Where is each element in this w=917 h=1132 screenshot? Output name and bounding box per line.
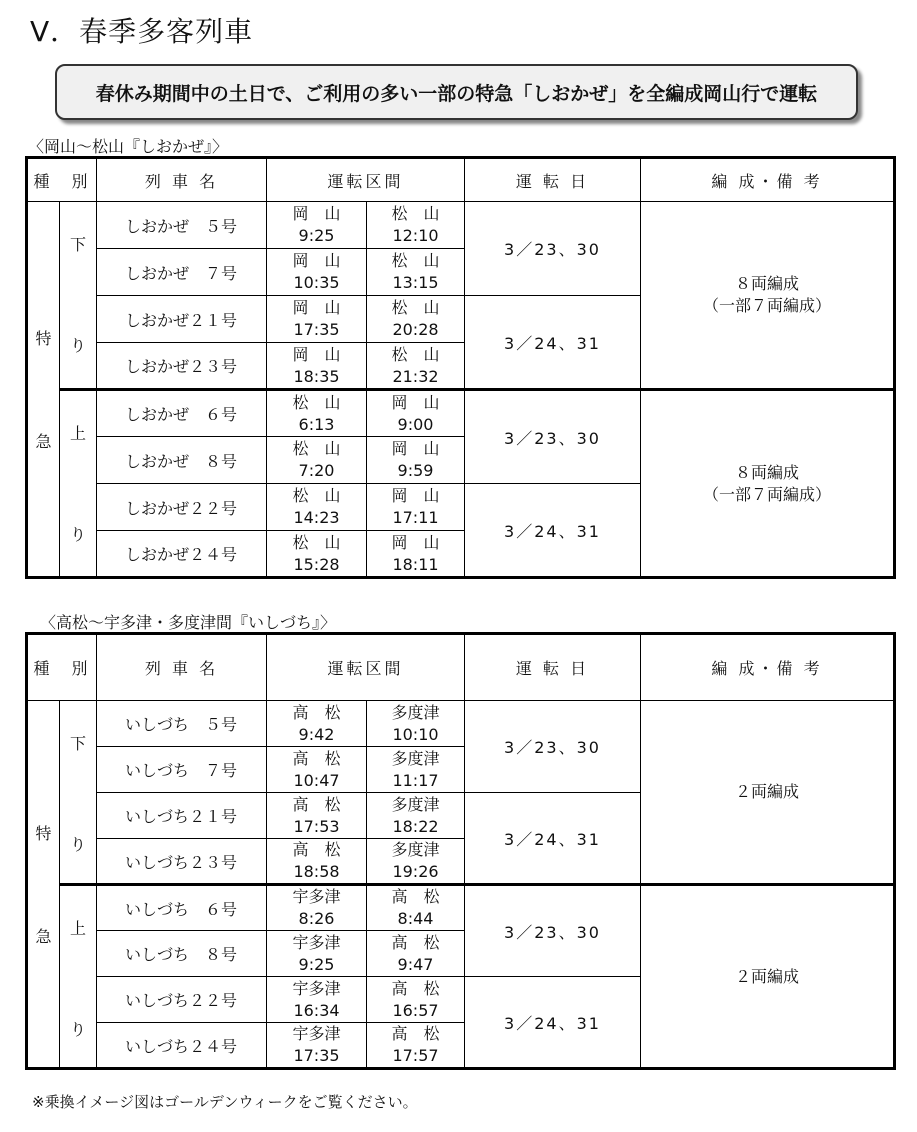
operation-days: 3／24、31 — [465, 296, 641, 390]
direction-bottom: り — [69, 1020, 86, 1039]
timetable-ishizuchi — [25, 632, 896, 1070]
train-name: いしづち ６号 — [97, 885, 267, 931]
direction-top: 下 — [69, 734, 86, 753]
direction-bottom: り — [69, 336, 86, 355]
arrival-cell — [367, 343, 465, 390]
arrival-time: 17:57 — [392, 1046, 439, 1065]
departure-station: 松 山 — [292, 439, 341, 458]
direction-up — [60, 885, 97, 1069]
arrival-time: 18:11 — [392, 554, 439, 574]
section-label-ishizuchi: 〈高松〜宇多津・多度津間『いしづち』〉 — [40, 613, 337, 632]
arrival-cell — [367, 747, 465, 793]
arrival-cell — [367, 202, 465, 249]
notice-banner: 春休み期間中の土日で、ご利用の多い一部の特急「しおかぜ」を全編成岡山行で運転 — [55, 64, 858, 120]
arrival-time: 18:22 — [392, 816, 439, 836]
arrival-time: 10:10 — [392, 724, 439, 744]
departure-station: 高 松 — [292, 702, 341, 722]
departure-time: 18:58 — [293, 862, 340, 881]
arrival-cell — [367, 390, 465, 437]
train-name: しおかぜ ７号 — [97, 249, 267, 296]
departure-station: 宇多津 — [292, 1024, 341, 1043]
footer-note: ※乗換イメージ図はゴールデンウィークをご覧ください。 — [32, 1093, 418, 1111]
departure-cell — [267, 343, 367, 390]
table-row — [27, 701, 895, 747]
formation-sub: （一部７両編成） — [702, 296, 831, 315]
departure-time: 9:42 — [298, 724, 335, 744]
train-type-cell — [27, 202, 60, 578]
arrival-cell — [367, 885, 465, 931]
departure-cell — [267, 296, 367, 343]
table-row — [27, 885, 895, 931]
arrival-time: 9:00 — [397, 414, 434, 434]
header-section: 運転区間 — [267, 158, 465, 202]
formation-note — [641, 390, 895, 578]
departure-time: 17:53 — [293, 816, 340, 836]
arrival-station: 多度津 — [391, 702, 440, 722]
direction-top: 上 — [69, 919, 86, 938]
departure-time: 16:34 — [293, 1000, 340, 1020]
operation-days: 3／23、30 — [465, 390, 641, 484]
direction-down — [60, 202, 97, 390]
formation-sub: （一部７両編成） — [702, 484, 831, 504]
header-days: 運 転 日 — [465, 634, 641, 701]
departure-time: 14:23 — [293, 508, 340, 527]
departure-station: 岡 山 — [292, 298, 341, 317]
header-train-name: 列 車 名 — [97, 158, 267, 202]
departure-cell — [267, 390, 367, 437]
arrival-station: 多度津 — [391, 840, 440, 859]
train-type-bottom: 急 — [35, 927, 52, 946]
arrival-time: 9:59 — [397, 461, 434, 480]
operation-days: 3／24、31 — [465, 977, 641, 1069]
departure-cell — [267, 1023, 367, 1069]
operation-days: 3／24、31 — [465, 484, 641, 578]
departure-station: 岡 山 — [292, 204, 341, 223]
arrival-time: 16:57 — [392, 1000, 439, 1020]
departure-station: 宇多津 — [292, 932, 341, 952]
arrival-station: 岡 山 — [391, 439, 440, 458]
train-type-bottom: 急 — [35, 432, 52, 451]
arrival-cell — [367, 1023, 465, 1069]
arrival-station: 多度津 — [391, 794, 440, 814]
train-name: しおかぜ ５号 — [97, 202, 267, 249]
arrival-cell — [367, 531, 465, 578]
train-name: いしづち２４号 — [97, 1023, 267, 1069]
train-type-top: 特 — [35, 329, 52, 348]
arrival-cell — [367, 249, 465, 296]
departure-time: 17:35 — [293, 1046, 340, 1065]
arrival-cell — [367, 484, 465, 531]
departure-time: 9:25 — [298, 954, 335, 974]
direction-down — [60, 701, 97, 885]
train-type-cell — [27, 701, 60, 1069]
operation-days: 3／23、30 — [465, 701, 641, 793]
arrival-station: 岡 山 — [391, 392, 440, 412]
operation-days: 3／23、30 — [465, 885, 641, 977]
formation-note — [641, 885, 895, 1069]
departure-cell — [267, 839, 367, 885]
departure-time: 7:20 — [298, 461, 335, 480]
arrival-station: 松 山 — [391, 204, 440, 223]
arrival-time: 11:17 — [392, 770, 439, 790]
arrival-cell — [367, 931, 465, 977]
direction-bottom: り — [69, 525, 86, 544]
arrival-time: 17:11 — [392, 508, 439, 527]
direction-bottom: り — [69, 835, 86, 854]
arrival-time: 19:26 — [392, 862, 439, 881]
arrival-station: 松 山 — [391, 298, 440, 317]
departure-station: 松 山 — [292, 532, 341, 552]
departure-station: 松 山 — [292, 392, 341, 412]
header-kind: 種 別 — [27, 634, 97, 701]
header-notes: 編 成・備 考 — [641, 634, 895, 701]
arrival-station: 松 山 — [391, 344, 440, 364]
train-name: しおかぜ２２号 — [97, 484, 267, 531]
arrival-time: 21:32 — [392, 366, 439, 386]
arrival-cell — [367, 977, 465, 1023]
departure-station: 高 松 — [292, 748, 341, 768]
arrival-cell — [367, 701, 465, 747]
formation-note — [641, 701, 895, 885]
formation-main: ８両編成 — [734, 274, 799, 293]
departure-station: 松 山 — [292, 486, 341, 505]
arrival-cell — [367, 793, 465, 839]
timetable-shiokaze — [25, 156, 896, 579]
direction-top: 下 — [69, 235, 86, 254]
departure-time: 6:13 — [298, 414, 335, 434]
departure-time: 10:47 — [293, 770, 340, 790]
direction-top: 上 — [69, 424, 86, 443]
train-name: しおかぜ２１号 — [97, 296, 267, 343]
train-name: いしづち ５号 — [97, 701, 267, 747]
departure-station: 宇多津 — [292, 978, 341, 998]
header-train-name: 列 車 名 — [97, 634, 267, 701]
header-kind: 種 別 — [27, 158, 97, 202]
arrival-time: 9:47 — [397, 954, 434, 974]
direction-up — [60, 390, 97, 578]
arrival-cell — [367, 296, 465, 343]
departure-time: 17:35 — [293, 320, 340, 339]
departure-cell — [267, 531, 367, 578]
departure-cell — [267, 437, 367, 484]
train-name: いしづち２２号 — [97, 977, 267, 1023]
departure-time: 9:25 — [298, 226, 335, 245]
train-name: しおかぜ２４号 — [97, 531, 267, 578]
departure-time: 18:35 — [293, 366, 340, 386]
arrival-time: 12:10 — [392, 226, 439, 245]
departure-station: 岡 山 — [292, 344, 341, 364]
departure-station: 宇多津 — [292, 887, 341, 906]
arrival-station: 高 松 — [391, 932, 440, 952]
departure-station: 岡 山 — [292, 251, 341, 270]
arrival-station: 松 山 — [391, 251, 440, 270]
header-section: 運転区間 — [267, 634, 465, 701]
departure-cell — [267, 931, 367, 977]
departure-cell — [267, 793, 367, 839]
arrival-time: 13:15 — [392, 273, 439, 292]
arrival-station: 高 松 — [391, 978, 440, 998]
formation-main: ２両編成 — [734, 966, 799, 986]
header-days: 運 転 日 — [465, 158, 641, 202]
departure-cell — [267, 747, 367, 793]
arrival-station: 高 松 — [391, 1024, 440, 1043]
departure-station: 高 松 — [292, 840, 341, 859]
departure-cell — [267, 977, 367, 1023]
train-name: いしづち ７号 — [97, 747, 267, 793]
arrival-station: 岡 山 — [391, 532, 440, 552]
departure-cell — [267, 701, 367, 747]
page-title: Ⅴ．春季多客列車 — [30, 15, 254, 48]
departure-time: 10:35 — [293, 273, 340, 292]
departure-cell — [267, 249, 367, 296]
train-name: いしづち ８号 — [97, 931, 267, 977]
departure-cell — [267, 484, 367, 531]
formation-main: ２両編成 — [734, 782, 799, 801]
arrival-time: 8:44 — [397, 909, 434, 928]
formation-note — [641, 202, 895, 390]
operation-days: 3／23、30 — [465, 202, 641, 296]
arrival-cell — [367, 839, 465, 885]
operation-days: 3／24、31 — [465, 793, 641, 885]
arrival-station: 多度津 — [391, 748, 440, 768]
departure-cell — [267, 885, 367, 931]
table-row — [27, 202, 895, 249]
arrival-cell — [367, 437, 465, 484]
arrival-station: 岡 山 — [391, 486, 440, 505]
train-name: いしづち２１号 — [97, 793, 267, 839]
train-name: しおかぜ２３号 — [97, 343, 267, 390]
section-label-shiokaze: 〈岡山〜松山『しおかぜ』〉 — [28, 137, 229, 156]
train-type-top: 特 — [35, 824, 52, 843]
departure-station: 高 松 — [292, 794, 341, 814]
train-name: いしづち２３号 — [97, 839, 267, 885]
formation-main: ８両編成 — [734, 462, 799, 482]
train-name: しおかぜ ８号 — [97, 437, 267, 484]
header-notes: 編 成・備 考 — [641, 158, 895, 202]
departure-time: 15:28 — [293, 554, 340, 574]
departure-time: 8:26 — [298, 909, 335, 928]
train-name: しおかぜ ６号 — [97, 390, 267, 437]
table-row — [27, 390, 895, 437]
arrival-station: 高 松 — [391, 887, 440, 906]
departure-cell — [267, 202, 367, 249]
arrival-time: 20:28 — [392, 320, 439, 339]
